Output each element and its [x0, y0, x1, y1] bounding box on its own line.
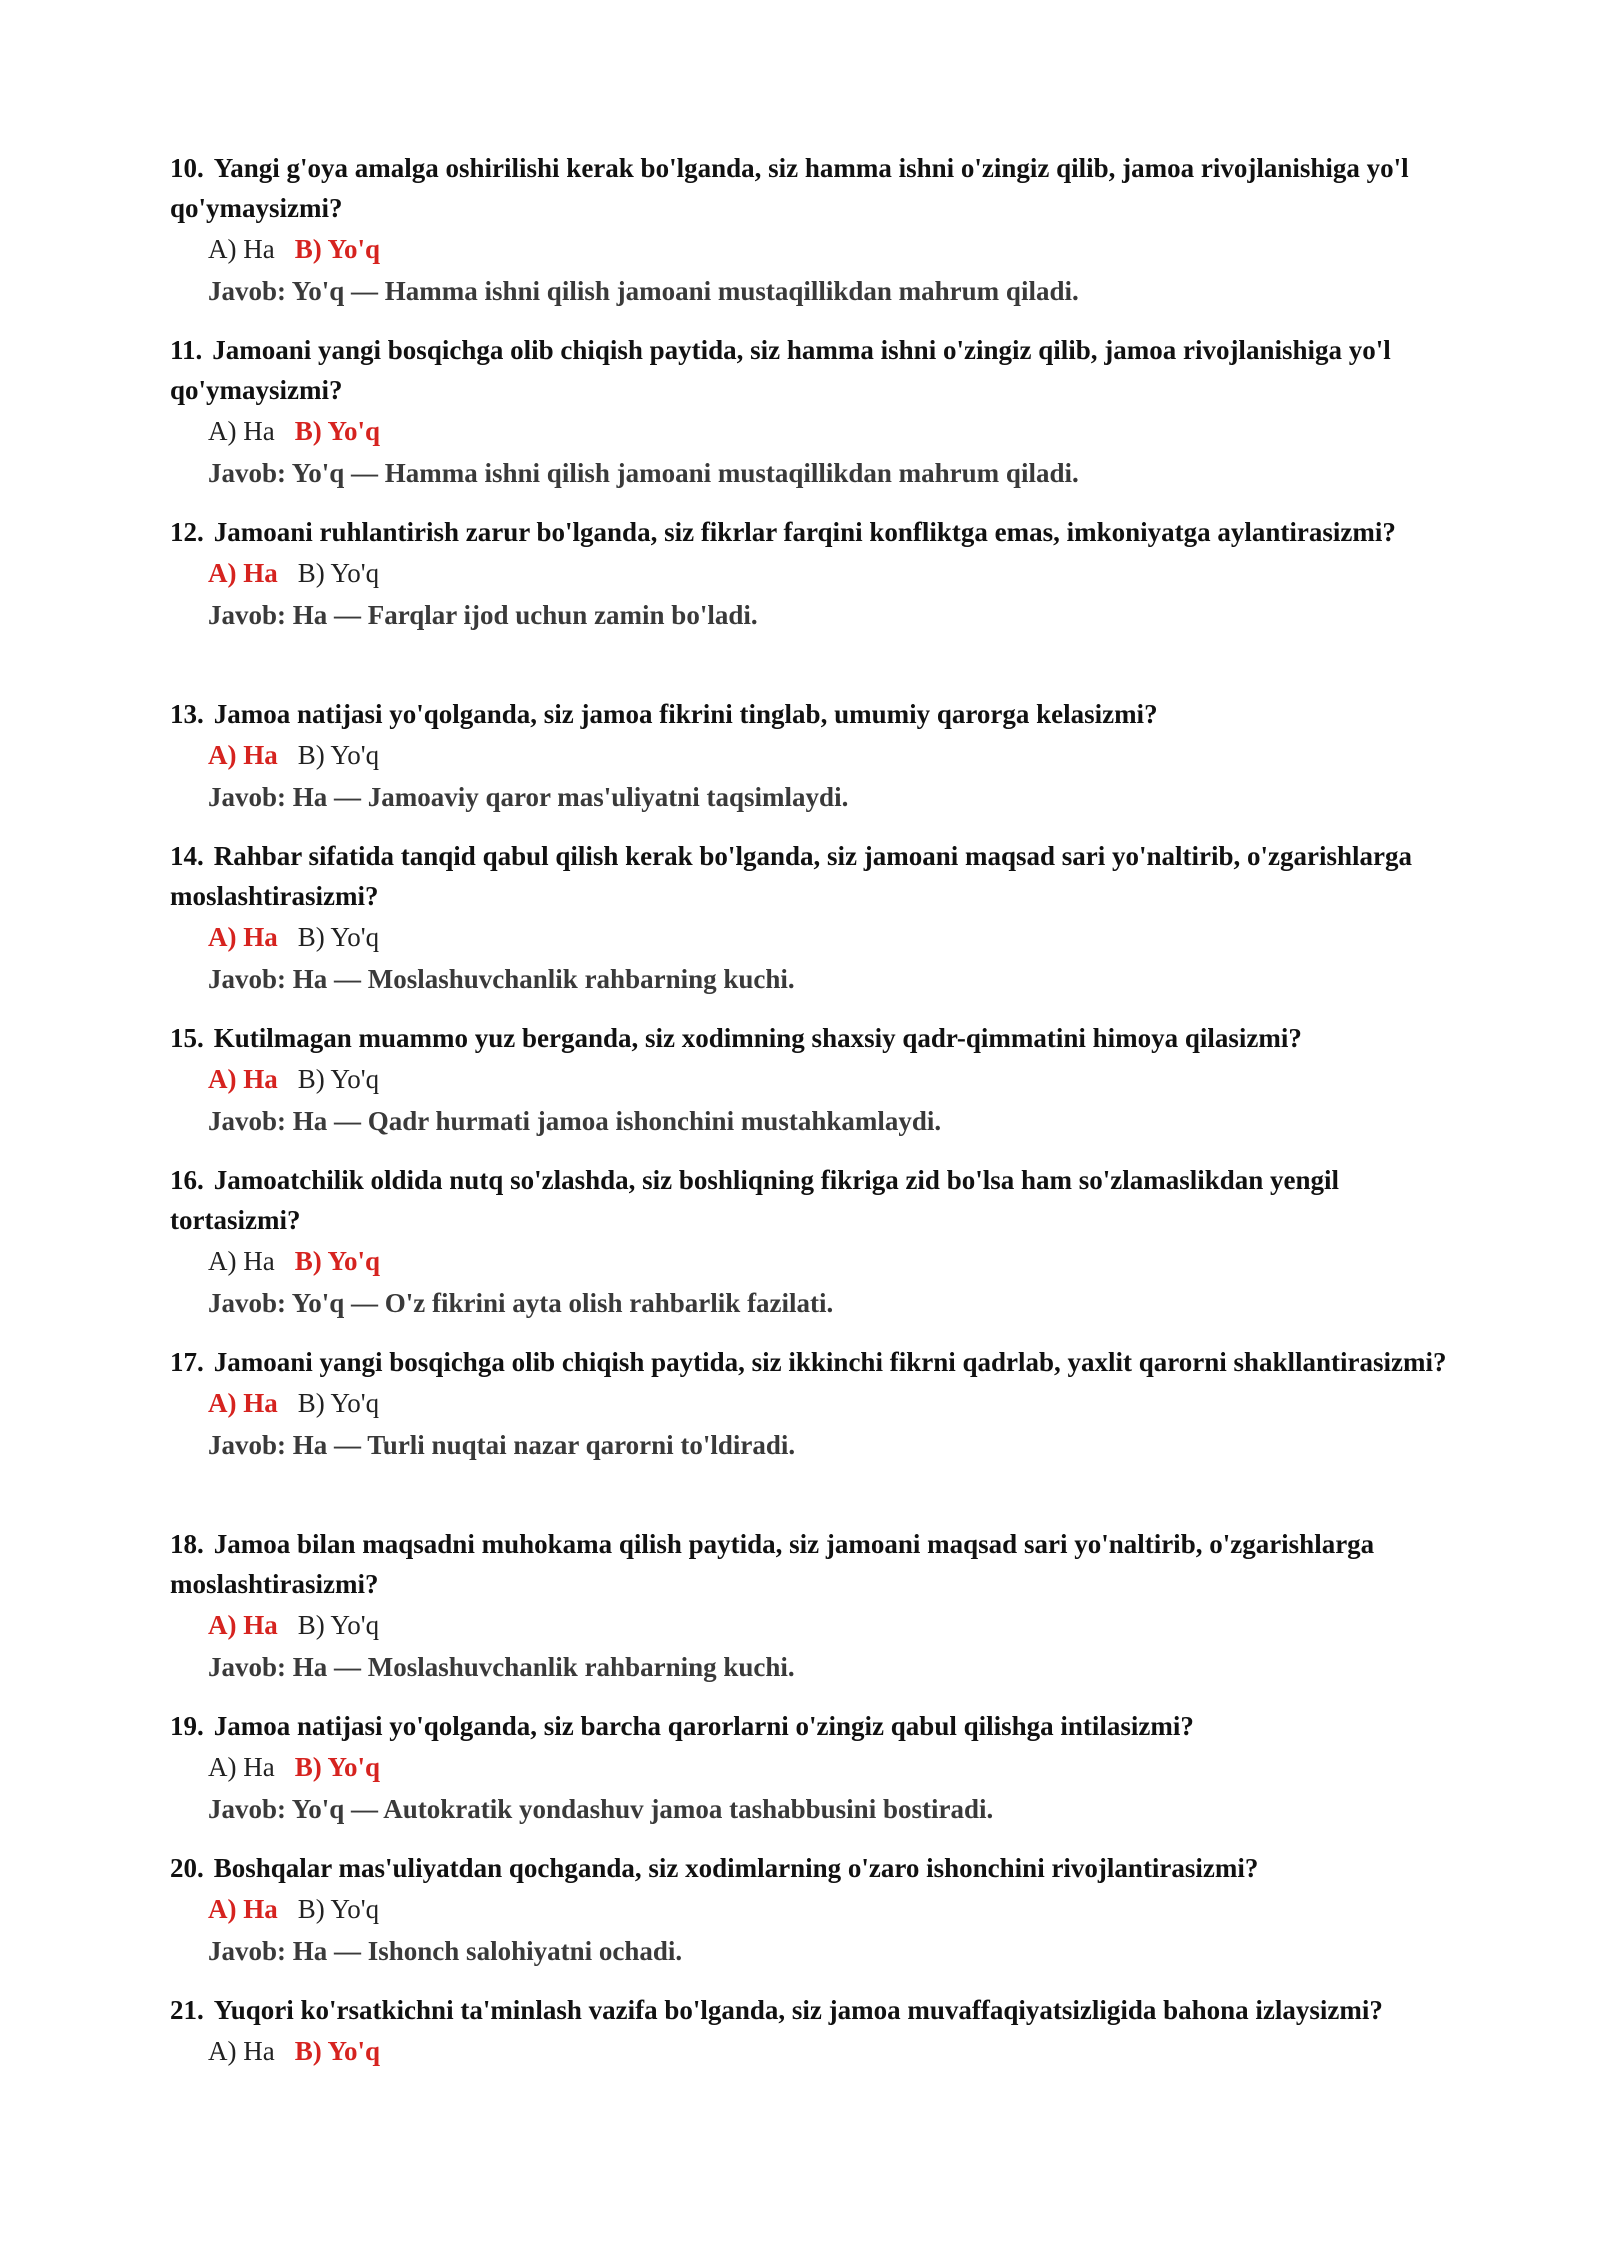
options — [208, 734, 1450, 776]
option-a[interactable]: A) Ha — [208, 1246, 275, 1276]
options — [208, 228, 1450, 270]
question-number: 11. — [170, 335, 203, 365]
question-number: 12. — [170, 517, 204, 547]
answer-explanation: Javob: Ha — Turli nuqtai nazar qarorni to'ldiradi. — [208, 1430, 796, 1460]
answer-explanation: Javob: Ha — Moslashuvchanlik rahbarning kuchi. — [208, 1652, 795, 1682]
question-19 — [170, 1706, 1450, 1830]
question-12 — [170, 512, 1450, 636]
question-text: Kutilmagan muammo yuz berganda, siz xodimning shaxsiy qadr-qimmatini himoya qilasizmi? — [213, 1023, 1302, 1053]
option-b-selected[interactable]: B) Yo'q — [294, 2036, 381, 2066]
question-17 — [170, 1342, 1450, 1466]
option-a-selected[interactable]: A) Ha — [208, 558, 278, 588]
question-18 — [170, 1524, 1450, 1688]
option-a[interactable]: A) Ha — [208, 2036, 275, 2066]
answer-explanation: Javob: Yo'q — O'z fikrini ayta olish rahbarlik fazilati. — [208, 1288, 834, 1318]
question-14 — [170, 836, 1450, 1000]
option-a[interactable]: A) Ha — [208, 416, 275, 446]
options — [208, 2030, 1450, 2072]
option-b-selected[interactable]: B) Yo'q — [294, 416, 381, 446]
option-b[interactable]: B) Yo'q — [297, 1610, 380, 1640]
answer-explanation: Javob: Ha — Farqlar ijod uchun zamin bo'ladi. — [208, 600, 758, 630]
question-number: 17. — [170, 1347, 204, 1377]
option-b[interactable]: B) Yo'q — [297, 1388, 380, 1418]
option-b[interactable]: B) Yo'q — [297, 1894, 380, 1924]
question-text: Jamoani yangi bosqichga olib chiqish paytida, siz ikkinchi fikrni qadrlab, yaxlit qarorni shakllantirasizmi? — [213, 1347, 1447, 1377]
answer-explanation: Javob: Ha — Moslashuvchanlik rahbarning kuchi. — [208, 964, 795, 994]
question-16 — [170, 1160, 1450, 1324]
question-15 — [170, 1018, 1450, 1142]
options — [208, 552, 1450, 594]
question-text: Jamoa bilan maqsadni muhokama qilish paytida, siz jamoani maqsad sari yo'naltirib, o'zgarishlarga moslashtirasizmi? — [170, 1529, 1375, 1599]
question-text: Rahbar sifatida tanqid qabul qilish kerak bo'lganda, siz jamoani maqsad sari yo'naltirib, o'zgarishlarga moslashtirasizmi? — [170, 841, 1412, 911]
question-10 — [170, 148, 1450, 312]
question-number: 18. — [170, 1529, 204, 1559]
options — [208, 1604, 1450, 1646]
question-number: 19. — [170, 1711, 204, 1741]
options — [208, 1240, 1450, 1282]
question-text: Yangi g'oya amalga oshirilishi kerak bo'lganda, siz hamma ishni o'zingiz qilib, jamoa rivojlanishiga yo'l qo'ymaysizmi? — [170, 153, 1409, 223]
option-b[interactable]: B) Yo'q — [297, 922, 380, 952]
options — [208, 1746, 1450, 1788]
answer-explanation: Javob: Ha — Jamoaviy qaror mas'uliyatni taqsimlaydi. — [208, 782, 849, 812]
question-11 — [170, 330, 1450, 494]
question-number: 14. — [170, 841, 204, 871]
question-21 — [170, 1990, 1450, 2072]
options — [208, 410, 1450, 452]
options — [208, 916, 1450, 958]
question-text: Yuqori ko'rsatkichni ta'minlash vazifa bo'lganda, siz jamoa muvaffaqiyatsizligida bahona izlaysizmi? — [213, 1995, 1383, 2025]
options — [208, 1058, 1450, 1100]
answer-explanation: Javob: Yo'q — Hamma ishni qilish jamoani mustaqillikdan mahrum qiladi. — [208, 276, 1079, 306]
option-a-selected[interactable]: A) Ha — [208, 1894, 278, 1924]
question-20 — [170, 1848, 1450, 1972]
option-b[interactable]: B) Yo'q — [297, 558, 380, 588]
option-a[interactable]: A) Ha — [208, 1752, 275, 1782]
answer-explanation: Javob: Ha — Ishonch salohiyatni ochadi. — [208, 1936, 683, 1966]
question-text: Jamoatchilik oldida nutq so'zlashda, siz boshliqning fikriga zid bo'lsa ham so'zlamaslikdan yengil tortasizmi? — [170, 1165, 1340, 1235]
question-13 — [170, 694, 1450, 818]
option-a-selected[interactable]: A) Ha — [208, 1388, 278, 1418]
option-b-selected[interactable]: B) Yo'q — [294, 234, 381, 264]
question-number: 15. — [170, 1023, 204, 1053]
option-a-selected[interactable]: A) Ha — [208, 1064, 278, 1094]
option-a[interactable]: A) Ha — [208, 234, 275, 264]
option-b[interactable]: B) Yo'q — [297, 1064, 380, 1094]
option-b[interactable]: B) Yo'q — [297, 740, 380, 770]
question-number: 10. — [170, 153, 204, 183]
option-a-selected[interactable]: A) Ha — [208, 1610, 278, 1640]
question-number: 13. — [170, 699, 204, 729]
option-b-selected[interactable]: B) Yo'q — [294, 1246, 381, 1276]
options — [208, 1382, 1450, 1424]
options — [208, 1888, 1450, 1930]
question-number: 20. — [170, 1853, 204, 1883]
question-number: 21. — [170, 1995, 204, 2025]
question-text: Jamoani yangi bosqichga olib chiqish paytida, siz hamma ishni o'zingiz qilib, jamoa rivojlanishiga yo'l qo'ymaysizmi? — [170, 335, 1391, 405]
answer-explanation: Javob: Yo'q — Autokratik yondashuv jamoa tashabbusini bostiradi. — [208, 1794, 994, 1824]
answer-explanation: Javob: Ha — Qadr hurmati jamoa ishonchini mustahkamlaydi. — [208, 1106, 942, 1136]
option-a-selected[interactable]: A) Ha — [208, 922, 278, 952]
question-number: 16. — [170, 1165, 204, 1195]
option-b-selected[interactable]: B) Yo'q — [294, 1752, 381, 1782]
option-a-selected[interactable]: A) Ha — [208, 740, 278, 770]
question-text: Jamoa natijasi yo'qolganda, siz barcha qarorlarni o'zingiz qabul qilishga intilasizmi? — [213, 1711, 1194, 1741]
question-text: Boshqalar mas'uliyatdan qochganda, siz xodimlarning o'zaro ishonchini rivojlantirasizmi? — [213, 1853, 1259, 1883]
question-text: Jamoa natijasi yo'qolganda, siz jamoa fikrini tinglab, umumiy qarorga kelasizmi? — [213, 699, 1158, 729]
question-text: Jamoani ruhlantirish zarur bo'lganda, siz fikrlar farqini konfliktga emas, imkoniyatga aylantirasizmi? — [213, 517, 1396, 547]
answer-explanation: Javob: Yo'q — Hamma ishni qilish jamoani mustaqillikdan mahrum qiladi. — [208, 458, 1079, 488]
